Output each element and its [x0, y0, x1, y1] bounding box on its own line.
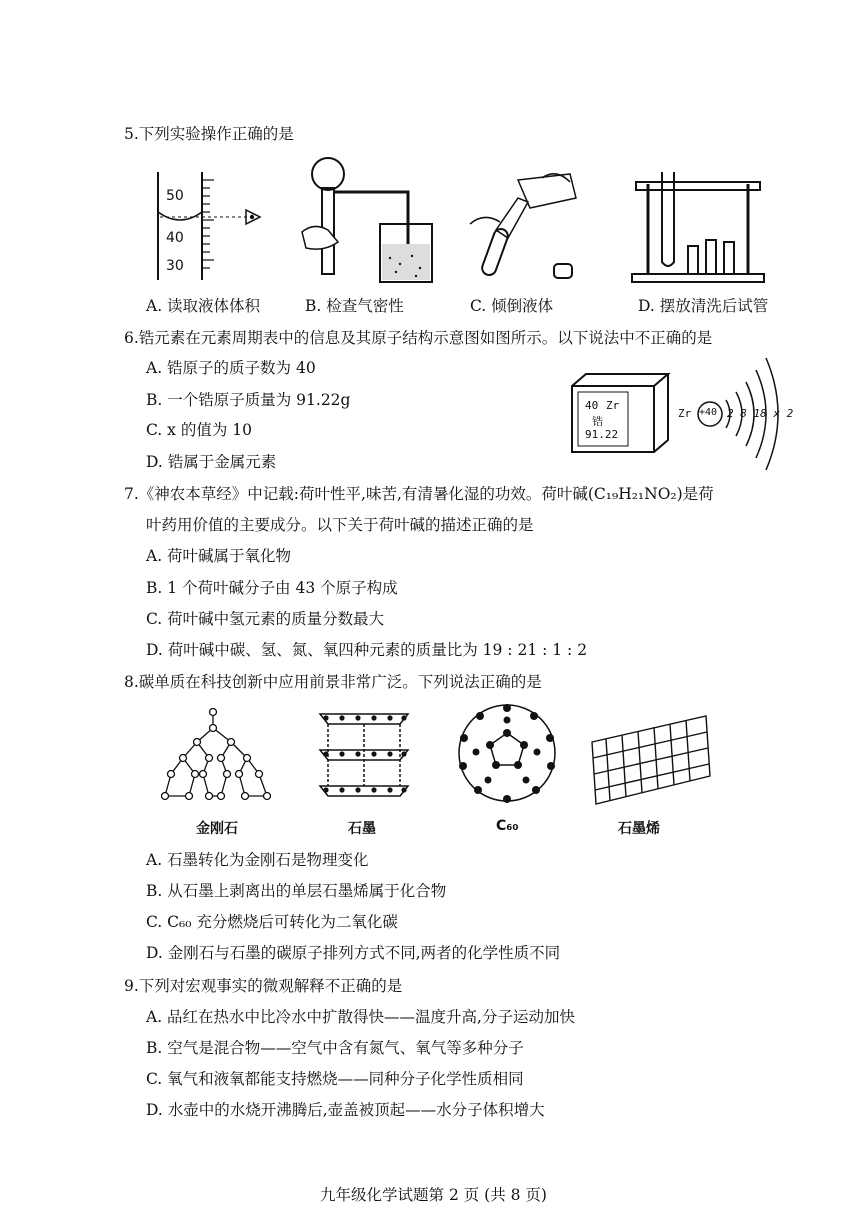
figure-c60-structure: [454, 700, 560, 806]
figure-airtightness: [298, 152, 438, 284]
q8-option-c: C. C₆₀ 充分燃烧后可转化为二氧化碳: [146, 913, 398, 931]
element-tile-number: 40: [585, 399, 599, 412]
element-tile-cube: [566, 370, 676, 456]
scale-tick-50: 50: [166, 188, 184, 204]
element-tile-name: 锆: [592, 415, 603, 428]
q6-option-a: A. 锆原子的质子数为 40: [146, 359, 316, 377]
figure-tube-rack: [628, 162, 768, 284]
q5-option-a: A. 读取液体体积: [146, 297, 261, 315]
q8-option-b: B. 从石墨上剥离出的单层石墨烯属于化合物: [146, 882, 447, 900]
atom-electron-shells: 2 8 18 x 2: [727, 407, 794, 420]
q9-option-a: A. 品红在热水中比冷水中扩散得快——温度升高,分子运动加快: [146, 1008, 575, 1026]
q7-option-b: B. 1 个荷叶碱分子由 43 个原子构成: [146, 579, 398, 597]
q9-option-d: D. 水壶中的水烧开沸腾后,壶盖被顶起——水分子体积增大: [146, 1101, 545, 1119]
q7-option-a: A. 荷叶碱属于氧化物: [146, 547, 292, 565]
q6-stem: 6.锆元素在元素周期表中的信息及其原子结构示意图如图所示。以下说法中不正确的是: [124, 329, 713, 347]
q6-option-b: B. 一个锆原子质量为 91.22g: [146, 391, 351, 409]
label-graphite: 石墨: [348, 821, 376, 837]
q9-option-b: B. 空气是混合物——空气中含有氮气、氧气等多种分子: [146, 1039, 524, 1057]
atom-symbol: Zr: [678, 407, 692, 420]
label-graphene: 石墨烯: [618, 821, 660, 837]
q8-option-a: A. 石墨转化为金刚石是物理变化: [146, 851, 369, 869]
q8-option-d: D. 金刚石与石墨的碳原子排列方式不同,两者的化学性质不同: [146, 944, 561, 962]
label-c60: C₆₀: [496, 818, 519, 834]
q7-option-d: D. 荷叶碱中碳、氢、氮、氧四种元素的质量比为 19 : 21 : 1 : 2: [146, 641, 588, 659]
figure-pour-liquid: [466, 168, 591, 286]
q6-option-d: D. 锆属于金属元素: [146, 453, 277, 471]
q9-stem: 9.下列对宏观事实的微观解释不正确的是: [124, 977, 403, 995]
q5-option-c: C. 倾倒液体: [470, 297, 554, 315]
q7-stem-line1: 7.《神农本草经》中记载:荷叶性平,味苦,有清暑化湿的功效。荷叶碱(C₁₉H₂₁NO₂)是荷: [124, 485, 714, 503]
q8-stem: 8.碳单质在科技创新中应用前景非常广泛。下列说法正确的是: [124, 673, 542, 691]
element-tile-mass: 91.22: [585, 428, 619, 441]
atom-nucleus-charge: +40: [699, 407, 718, 418]
q7-option-c: C. 荷叶碱中氢元素的质量分数最大: [146, 610, 385, 628]
figure-graphene-structure: [586, 712, 716, 808]
scale-tick-30: 30: [166, 258, 184, 274]
q7-stem-line2: 叶药用价值的主要成分。以下关于荷叶碱的描述正确的是: [146, 516, 534, 534]
q5-option-d: D. 摆放清洗后试管: [638, 297, 769, 315]
label-diamond: 金刚石: [196, 821, 238, 837]
q5-option-b: B. 检查气密性: [305, 297, 404, 315]
q9-option-c: C. 氧气和液氧都能支持燃烧——同种分子化学性质相同: [146, 1070, 524, 1088]
page-footer: 九年级化学试题第 2 页 (共 8 页): [320, 1186, 547, 1204]
element-tile-symbol: Zr: [606, 399, 620, 412]
figure-diamond-structure: [155, 706, 275, 810]
q5-stem: 5.下列实验操作正确的是: [124, 125, 294, 143]
figure-graphite-structure: [312, 704, 416, 806]
scale-tick-40: 40: [166, 230, 184, 246]
q6-option-c: C. x 的值为 10: [146, 421, 252, 439]
